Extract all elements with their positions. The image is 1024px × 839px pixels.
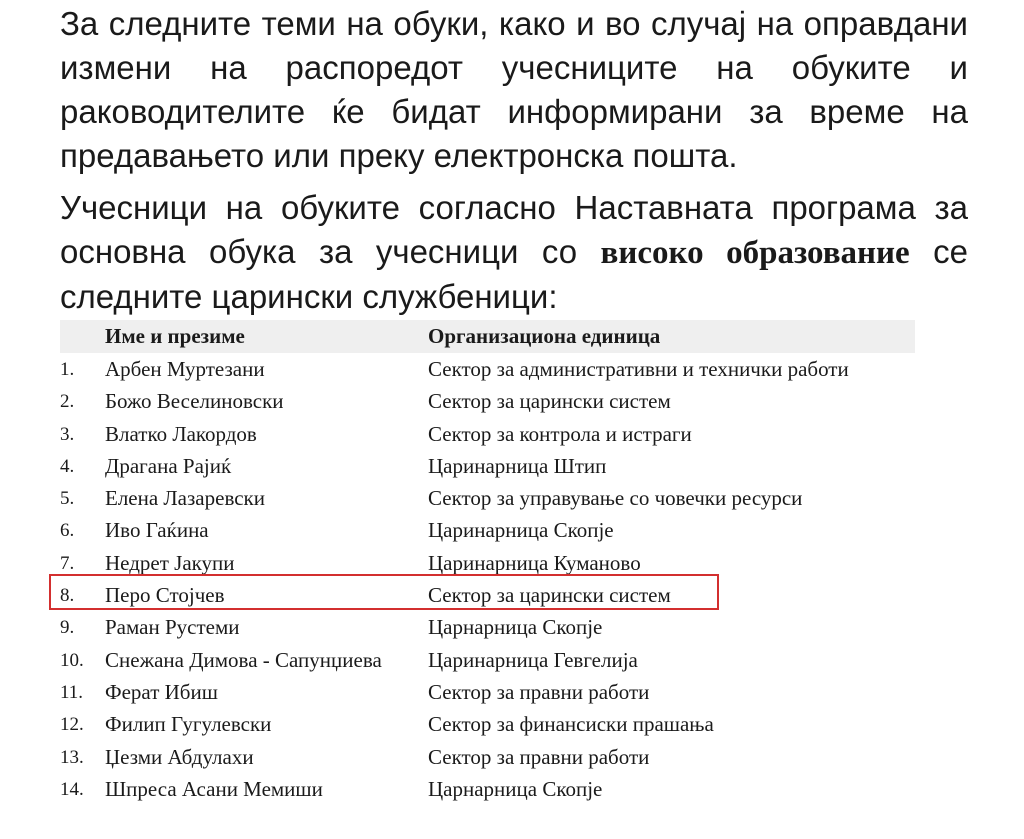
header-name: Име и презиме xyxy=(105,324,245,348)
row-number: 13. xyxy=(60,746,84,768)
table-row xyxy=(60,450,915,482)
row-number: 8. xyxy=(60,585,75,607)
participant-name: Елена Лазаревски xyxy=(105,486,265,511)
row-number: 2. xyxy=(60,391,75,413)
participants-line-3: следните царински службеници: xyxy=(60,278,558,315)
table-row xyxy=(60,385,915,417)
row-number: 10. xyxy=(60,649,84,671)
row-number: 7. xyxy=(60,552,75,574)
participant-name: Шпреса Асани Мемиши xyxy=(105,776,323,801)
header-org-unit: Организациона единица xyxy=(428,324,661,348)
participant-name: Раман Рустеми xyxy=(105,615,240,640)
org-unit: Царинарница Скопје xyxy=(428,518,614,543)
participant-name: Филип Гугулевски xyxy=(105,712,272,737)
org-unit: Сектор за царински систем xyxy=(428,583,671,608)
table-row xyxy=(60,741,915,773)
row-number: 1. xyxy=(60,359,75,380)
participant-name: Перо Стојчев xyxy=(105,583,225,608)
org-unit: Сектор за царински систем xyxy=(428,389,671,414)
row-number: 12. xyxy=(60,714,84,736)
participant-name: Драгана Рајиќ xyxy=(105,453,232,478)
highlight-box xyxy=(49,574,719,610)
table-row xyxy=(60,482,915,514)
table-header xyxy=(60,320,915,353)
row-number: 6. xyxy=(60,520,75,542)
participant-name: Иво Гаќина xyxy=(105,518,209,543)
education-level-emphasis: високо образование xyxy=(600,235,910,271)
intro-line-3: раководителите ќе бидат информирани за време на xyxy=(60,93,968,130)
org-unit: Сектор за контрола и истраги xyxy=(428,421,692,446)
intro-line-4: предавањето или преку електронска пошта. xyxy=(60,137,738,174)
table-row xyxy=(60,644,915,676)
intro-line-2: измени на распоредот учесниците на обуките и xyxy=(60,49,968,86)
participants-table xyxy=(60,320,915,805)
participant-name: Џезми Абдулахи xyxy=(105,744,254,769)
participant-name: Ферат Ибиш xyxy=(105,679,218,704)
org-unit: Царнарница Скопје xyxy=(428,776,603,801)
intro-line-1: За следните теми на обуки, како и во случај на оправдани xyxy=(60,5,968,42)
table-row xyxy=(60,676,915,708)
table-row xyxy=(60,418,915,450)
table-row xyxy=(60,708,915,740)
participant-name: Божо Веселиновски xyxy=(105,389,284,414)
row-number: 11. xyxy=(60,681,84,703)
participant-name: Снежана Димова - Сапунџиева xyxy=(105,647,382,672)
table-row xyxy=(60,514,915,546)
table-row xyxy=(60,353,915,385)
participants-line-2 xyxy=(60,230,968,275)
participants-line-2-end: се xyxy=(909,233,969,270)
org-unit: Сектор за финансиски прашања xyxy=(428,712,714,737)
intro-paragraph xyxy=(60,2,968,178)
table-row xyxy=(60,611,915,643)
participants-line-1: Учесници на обуките согласно Наставната програма за xyxy=(60,189,968,226)
row-number: 5. xyxy=(60,488,75,510)
org-unit: Царнарница Скопје xyxy=(428,615,603,640)
org-unit: Сектор за правни работи xyxy=(428,744,650,769)
participant-name: Недрет Јакупи xyxy=(105,550,235,575)
org-unit: Царинарница Гевгелија xyxy=(428,647,638,672)
participant-name: Влатко Лакордов xyxy=(105,421,257,446)
row-number: 4. xyxy=(60,455,75,477)
org-unit: Царинарница Штип xyxy=(428,453,607,478)
org-unit: Сектор за правни работи xyxy=(428,679,650,704)
row-number: 14. xyxy=(60,778,84,800)
row-number: 9. xyxy=(60,617,75,639)
participant-name: Арбен Муртезани xyxy=(105,357,265,381)
row-number: 3. xyxy=(60,423,75,445)
participants-paragraph xyxy=(60,186,968,319)
org-unit: Сектор за административни и технички работи xyxy=(428,357,849,381)
table-row xyxy=(60,773,915,805)
org-unit: Царинарница Куманово xyxy=(428,550,641,575)
org-unit: Сектор за управување со човечки ресурси xyxy=(428,486,803,511)
participants-line-2-start: основна обука за учесници со xyxy=(60,233,601,270)
